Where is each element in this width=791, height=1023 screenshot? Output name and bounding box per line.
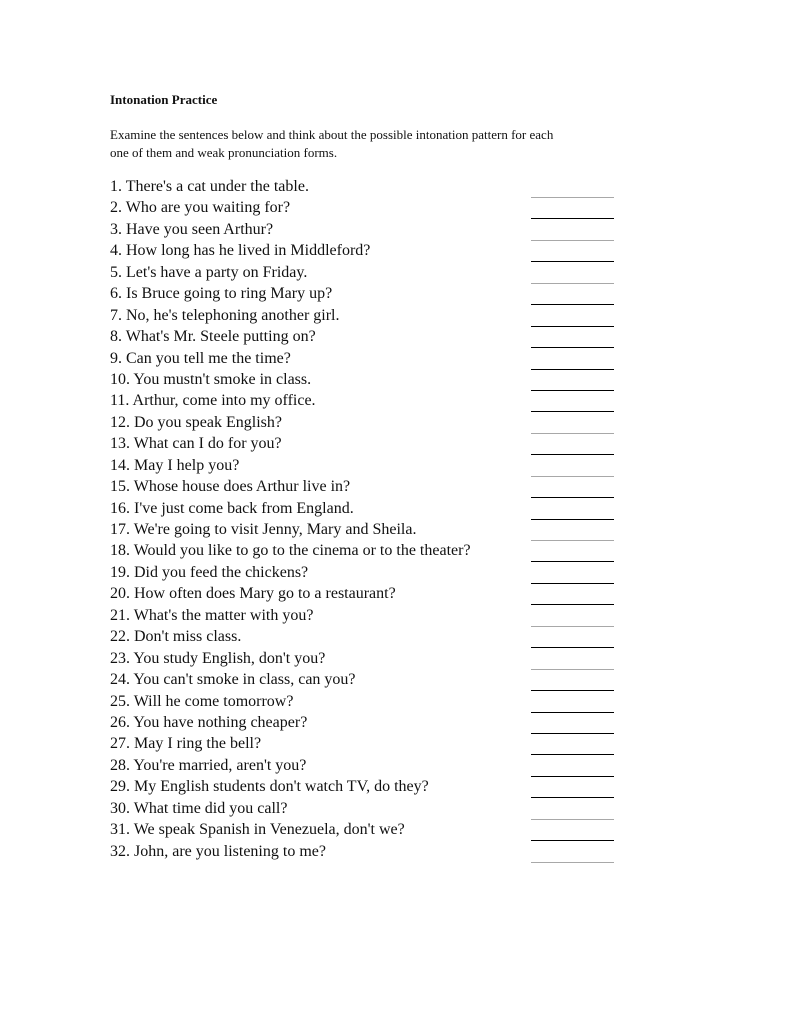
sentence-item: [110, 605, 620, 626]
sentence-item: [110, 712, 620, 733]
sentence-item: [110, 455, 620, 476]
sentence-item: [110, 755, 620, 776]
sentence-text: 20. How often does Mary go to a restaurant?: [110, 585, 396, 603]
sentence-item: [110, 283, 620, 304]
sentence-item: [110, 476, 620, 497]
sentence-item: [110, 305, 620, 326]
sentence-item: [110, 219, 620, 240]
instructions: [110, 126, 630, 161]
sentence-text: 4. How long has he lived in Middleford?: [110, 242, 371, 260]
sentence-text: 9. Can you tell me the time?: [110, 349, 291, 367]
sentence-text: 5. Let's have a party on Friday.: [110, 263, 308, 281]
sentence-text: 2. Who are you waiting for?: [110, 199, 291, 217]
sentence-text: 23. You study English, don't you?: [110, 649, 326, 667]
sentence-item: [110, 691, 620, 712]
sentence-text: 29. My English students don't watch TV, do they?: [110, 778, 429, 796]
answer-blank-line: [531, 862, 614, 863]
sentence-text: 3. Have you seen Arthur?: [110, 220, 274, 238]
sentence-item: [110, 669, 620, 690]
sentence-list: [110, 176, 620, 862]
sentence-item: [110, 776, 620, 797]
sentence-text: 26. You have nothing cheaper?: [110, 713, 308, 731]
sentence-item: [110, 519, 620, 540]
sentence-text: 8. What's Mr. Steele putting on?: [110, 328, 316, 346]
sentence-item: [110, 798, 620, 819]
sentence-item: [110, 498, 620, 519]
sentence-text: 12. Do you speak English?: [110, 413, 282, 431]
sentence-text: 11. Arthur, come into my office.: [110, 392, 316, 410]
sentence-item: [110, 819, 620, 840]
sentence-item: [110, 262, 620, 283]
sentence-item: [110, 390, 620, 411]
sentence-text: 1. There's a cat under the table.: [110, 178, 309, 195]
sentence-item: [110, 412, 620, 433]
sentence-item: [110, 369, 620, 390]
sentence-item: [110, 433, 620, 454]
instructions-line: Examine the sentences below and think about the possible intonation pattern for each: [110, 127, 554, 142]
sentence-item: [110, 348, 620, 369]
sentence-text: 22. Don't miss class.: [110, 628, 242, 646]
sentence-text: 28. You're married, aren't you?: [110, 756, 307, 774]
sentence-text: 14. May I help you?: [110, 456, 240, 474]
sentence-item: [110, 176, 620, 197]
sentence-item: [110, 562, 620, 583]
sentence-item: [110, 240, 620, 261]
sentence-text: 21. What's the matter with you?: [110, 606, 314, 624]
sentence-text: 10. You mustn't smoke in class.: [110, 370, 312, 388]
sentence-item: [110, 583, 620, 604]
instructions-line: one of them and weak pronunciation forms.: [110, 144, 338, 160]
sentence-text: 25. Will he come tomorrow?: [110, 692, 294, 710]
sentence-text: 32. John, are you listening to me?: [110, 842, 326, 860]
sentence-text: 13. What can I do for you?: [110, 435, 282, 453]
sentence-text: 16. I've just come back from England.: [110, 499, 354, 517]
sentence-item: [110, 733, 620, 754]
sentence-text: 15. Whose house does Arthur live in?: [110, 478, 351, 496]
sentence-text: 19. Did you feed the chickens?: [110, 563, 309, 581]
sentence-text: 31. We speak Spanish in Venezuela, don't we?: [110, 821, 405, 839]
sentence-item: [110, 326, 620, 347]
sentence-item: [110, 197, 620, 218]
sentence-text: 7. No, he's telephoning another girl.: [110, 306, 340, 324]
sentence-item: [110, 648, 620, 669]
sentence-text: 17. We're going to visit Jenny, Mary and Sheila.: [110, 521, 417, 538]
sentence-text: 30. What time did you call?: [110, 799, 288, 817]
sentence-text: 24. You can't smoke in class, can you?: [110, 671, 356, 689]
sentence-text: 18. Would you like to go to the cinema or to the theater?: [110, 542, 471, 560]
sentence-item: [110, 626, 620, 647]
sentence-item: [110, 841, 620, 862]
sentence-item: [110, 540, 620, 561]
sentence-text: 6. Is Bruce going to ring Mary up?: [110, 285, 333, 303]
sentence-text: 27. May I ring the bell?: [110, 735, 262, 753]
worksheet-title: Intonation Practice: [110, 92, 218, 107]
